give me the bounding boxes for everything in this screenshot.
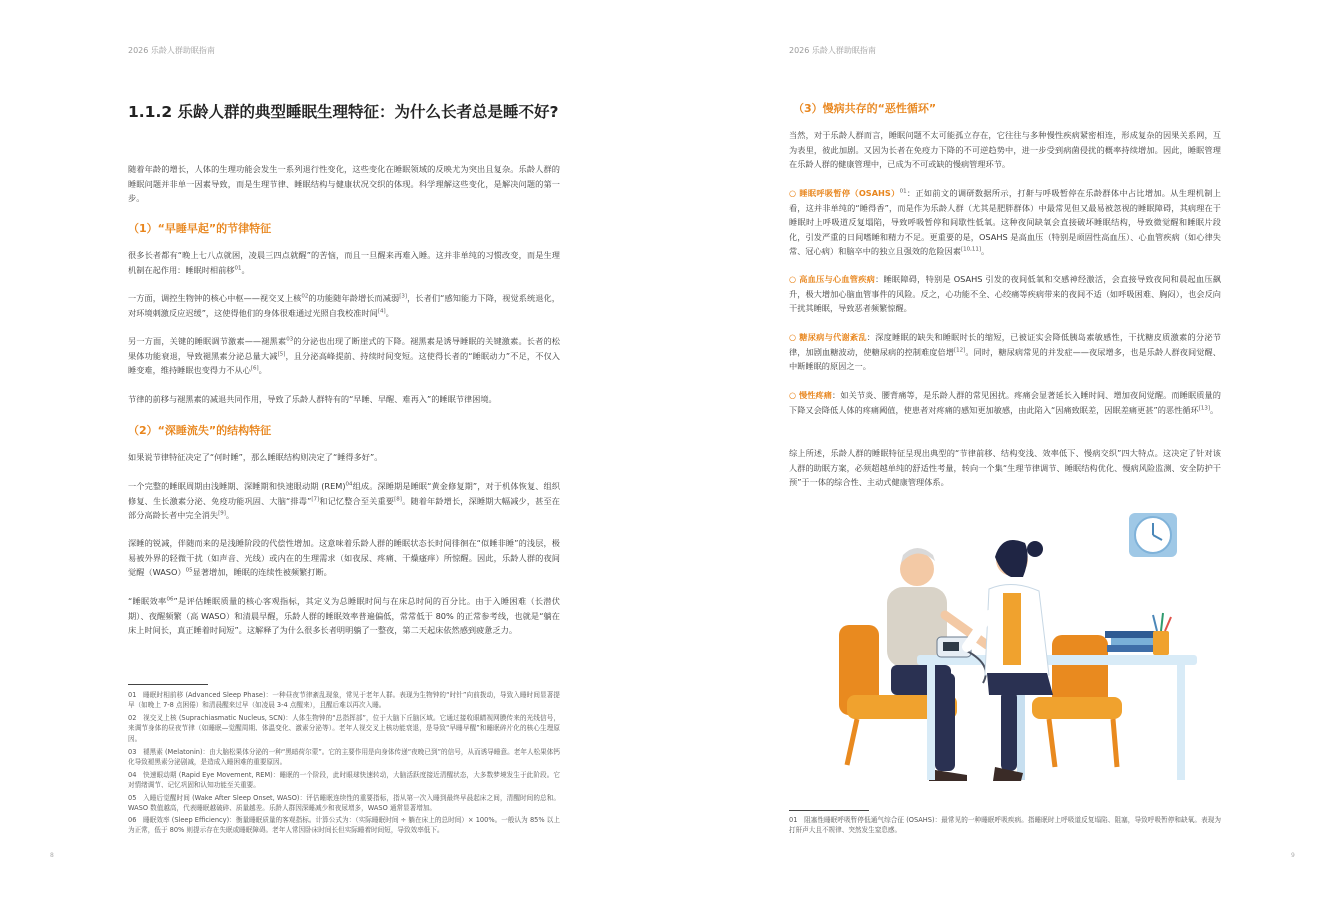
subsection-heading-chronic: （3）慢病共存的“恶性循环” bbox=[793, 102, 937, 115]
citation-ref[interactable]: [5] bbox=[277, 350, 286, 357]
circle-bullet-icon: ○ bbox=[789, 274, 797, 284]
bullet-hypertension: ○ 高血压与心血管疾病：睡眠障碍，特别是 OSAHS 引发的夜间低氧和交感神经激活，会直接导致夜间和晨起血压飙升，极大增加心脑血管事件的风险。反之，心功能不全、心绞痛等疾病带来的夜间不适（如呼吸困难、胸闷），也会反向干扰其睡眠，导致恶者频繁惊醒。 bbox=[789, 274, 1221, 313]
paragraph: 深睡的锐减，伴随而来的是浅睡阶段的代偿性增加。这意味着乐龄人群的睡眠状态长时间徘徊在“似睡非睡”的浅层，极易被外界的轻微干扰（如声音、光线）或内在的生理需求（如夜尿、疼痛、干燥瘙痒）所惊醒。因此，乐龄人群的夜间觉醒（WASO）$^{05}$显著增加，睡眠的连续性被频繁打断。 bbox=[128, 538, 560, 577]
citation-ref[interactable]: [4] bbox=[377, 307, 386, 314]
footnote: 04 快速眼动期 (Rapid Eye Movement, REM)：睡眠的一个阶段，此时眼球快速转动，大脑活跃度接近清醒状态，大多数梦境发生于此阶段。它对情绪调节、记忆巩固和认知功能至关重要。 bbox=[128, 771, 560, 790]
wall-clock-icon bbox=[1129, 513, 1177, 557]
intro-paragraph: 随着年龄的增长，人体的生理功能会发生一系列退行性变化，这些变化在睡眠领域的反映尤为突出且复杂。乐龄人群的睡眠问题并非单一因素导致，而是生理节律、睡眠结构与健康状况交织的体现。科学理解这些变化，是解决问题的第一步。 bbox=[128, 164, 560, 203]
circle-bullet-icon: ○ bbox=[789, 332, 797, 342]
bullet-osahs: ○ 睡眠呼吸暂停（OSAHS）$^{01}$：正如前文的调研数据所示，打鼾与呼吸暂停在乐龄群体中占比增加。从生理机制上看，这并非单纯的“睡得香”，而是作为乐龄人群（尤其是肥胖群体）中最常见但又最易被忽视的睡眠障碍，其病理在于睡眠时上呼吸道反复塌陷，导致呼吸暂停和间歇性低氧。这种夜间缺氧会直接破坏睡眠结构，导致微觉醒和睡眠片段化，引发严重的日间嗜睡和精力不足。更重要的是，OSAHS 是高血压（特别是顽固性高血压）、心血管疾病（如心律失常、冠心病）和脑卒中的独立且强效的危险因素[10,11]。 bbox=[789, 188, 1221, 256]
page-number: 9 bbox=[1291, 852, 1295, 859]
paragraph: 当然，对于乐龄人群而言，睡眠问题不太可能孤立存在，它往往与多种慢性疾病紧密相连，形成复杂的因果关系网，互为表里，彼此加剧。又因为长者在免疫力下降的不可逆趋势中，进一步受到病菌侵扰的概率持续增加。因此，睡眠管理在乐龄人群的健康管理中，已成为不可或缺的慢病管理环节。 bbox=[789, 130, 1221, 169]
footnote: 01 睡眠时相前移 (Advanced Sleep Phase)：一种昼夜节律紊乱现象，常见于老年人群。表现为生物钟的“时针”向前拨动，导致入睡时间显著提早（如晚上 7-8 点困倦）和清晨醒来过早（如凌晨 3-4 点醒来），且醒后难以再次入睡。 bbox=[128, 691, 560, 710]
doctor-consultation-illustration bbox=[817, 505, 1217, 795]
citation-ref[interactable]: [6] bbox=[250, 365, 259, 372]
running-head: 2026 乐龄人群助眠指南 bbox=[789, 46, 876, 55]
footnote-divider bbox=[789, 810, 869, 811]
citation-ref[interactable]: [3] bbox=[399, 293, 408, 300]
pencil-cup-icon bbox=[1153, 613, 1171, 655]
footnote-ref[interactable]: 01 bbox=[234, 264, 242, 271]
footnote: 06 睡眠效率 (Sleep Efficiency)：衡量睡眠质量的客观指标。计算公式为：（实际睡眠时间 ÷ 躺在床上的总时间）× 100%。一般认为 85% 以上为正常，低于 80% 则提示存在失眠或睡眠障碍。老年人常因卧床时间长但实际睡着时间短，导致效率低下。 bbox=[128, 816, 560, 835]
circle-bullet-icon: ○ bbox=[789, 188, 797, 198]
circle-bullet-icon: ○ bbox=[789, 390, 797, 400]
paragraph: 一方面，调控生物钟的核心中枢——视交叉上核$^{02}$的功能随年龄增长而减弱[3]，长者们“感知能力下降，视觉系统退化，对环境刺激反应迟缓”，这使得他们的身体很难通过光照自我校准时间[4]。 bbox=[128, 293, 560, 318]
paragraph: 另一方面，关键的睡眠调节激素——褪黑素$^{03}$的分泌也出现了断崖式的下降。褪黑素是诱导睡眠的关键激素。长者的松果体功能衰退，导致褪黑素分泌总量大减[5]，且分泌高峰提前、持续时间变短。这使得长者的“睡眠动力”不足，不仅入睡变难，维持睡眠也变得力不从心[6]。 bbox=[128, 336, 560, 375]
footnote: 02 视交叉上核 (Suprachiasmatic Nucleus, SCN)：人体生物钟的“总指挥部”，位于大脑下丘脑区域。它通过接收眼睛视网膜传来的光线信号，来调节身体的昼夜节律（如睡眠—觉醒周期、体温变化、激素分泌等）。老年人视交叉上核功能衰退，是导致“早睡早醒”和睡眠碎片化的核心生理原因。 bbox=[128, 714, 560, 743]
footnote-ref[interactable]: 02 bbox=[301, 293, 309, 300]
footnote: 01 阻塞性睡眠呼吸暂停低通气综合征 (OSAHS)：最常见的一种睡眠呼吸疾病。指睡眠时上呼吸道反复塌陷、阻塞，导致呼吸暂停和缺氧。表现为打鼾声大且不规律、突然发生窒息感。 bbox=[789, 816, 1221, 835]
paragraph: “睡眠效率$^{06}$”是评估睡眠质量的核心客观指标，其定义为总睡眠时间与在床总时间的百分比。由于入睡困难（长潜伏期）、夜醒频繁（高 WASO）和清晨早醒，乐龄人群的睡眠效率普遍偏低，常常低于 80% 的正常参考线，也就是“躺在床上时间长，真正睡着时间短”。这解释了为什么很多长者明明躺了一整夜，第二天起床依然感到疲惫乏力。 bbox=[128, 596, 560, 635]
running-head: 2026 乐龄人群助眠指南 bbox=[128, 46, 215, 55]
citation-ref[interactable]: [12] bbox=[954, 346, 966, 353]
section-title: 1.1.2 乐龄人群的典型睡眠生理特征：为什么长者总是睡不好? bbox=[128, 103, 559, 121]
bullet-diabetes: ○ 糖尿病与代谢紊乱：深度睡眠的缺失和睡眠时长的缩短，已被证实会降低胰岛素敏感性，干扰糖皮质激素的分泌节律，加剧血糖波动，使糖尿病的控制难度倍增[12]。同时，糖尿病常见的并发症——夜尿增多，也是乐龄人群夜间觉醒、中断睡眠的原因之一。 bbox=[789, 332, 1221, 371]
citation-ref[interactable]: [7] bbox=[311, 495, 320, 502]
footnote: 05 入睡后觉醒时间 (Wake After Sleep Onset, WASO)：评估睡眠连续性的重要指标，指从第一次入睡到最终早晨起床之间，清醒时间的总和。WASO 数值越高，代表睡眠越破碎、质量越差。乐龄人群因深睡减少和夜尿增多，WASO 通常显著增加。 bbox=[128, 794, 560, 813]
bullet-chronic-pain: ○ 慢性疼痛：如关节炎、腰背痛等，是乐龄人群的常见困扰。疼痛会显著延长入睡时间、增加夜间觉醒。而睡眠质量的下降又会降低人体的疼痛阈值，使患者对疼痛的感知更加敏感，由此陷入“因痛致眠差，因眠差痛更甚”的恶性循环[13]。 bbox=[789, 390, 1221, 415]
citation-ref[interactable]: [9] bbox=[218, 510, 226, 517]
subsection-heading-structure: （2）“深睡流失”的结构特征 bbox=[128, 424, 272, 437]
paragraph: 如果说节律特征决定了“何时睡”，那么睡眠结构则决定了“睡得多好”。 bbox=[128, 452, 383, 462]
paragraph: 节律的前移与褪黑素的减退共同作用，导致了乐龄人群特有的“早睡、早醒、难再入”的睡眠节律困境。 bbox=[128, 394, 497, 404]
footnote-ref[interactable]: 01 bbox=[899, 188, 907, 195]
footnote-divider bbox=[128, 684, 208, 685]
footnote-ref[interactable]: 04 bbox=[345, 481, 353, 488]
footnote-ref[interactable]: 06 bbox=[166, 596, 174, 603]
page-number: 8 bbox=[50, 852, 54, 859]
paragraph: 很多长者都有“晚上七八点就困，凌晨三四点就醒”的苦恼，而且一旦醒来再难入睡。这并非单纯的习惯改变，而是生理机制在起作用：睡眠时相前移$^{01}$。 bbox=[128, 250, 560, 275]
subsection-heading-rhythm: （1）“早睡早起”的节律特征 bbox=[128, 222, 272, 235]
citation-ref[interactable]: [10,11] bbox=[960, 246, 981, 253]
citation-ref[interactable]: [8] bbox=[394, 495, 402, 502]
paragraph: 一个完整的睡眠周期由浅睡期、深睡期和快速眼动期 (REM)$^{04}$组成。深睡期是睡眠“黄金修复期”，对于机体恢复、组织修复、生长激素分泌、免疫功能巩固、大脑“排毒”[7]和记忆整合至关重要[8]。随着年龄增长，深睡期大幅减少，甚至在部分高龄长者中完全消失[9]。 bbox=[128, 481, 561, 520]
footnote-ref[interactable]: 05 bbox=[185, 567, 193, 574]
footnote-ref[interactable]: 03 bbox=[286, 336, 294, 343]
citation-ref[interactable]: [13] bbox=[1198, 404, 1210, 411]
summary-paragraph: 综上所述，乐龄人群的睡眠特征呈现出典型的“节律前移、结构变浅、效率低下、慢病交织”四大特点。这决定了针对该人群的助眠方案，必须超越单纯的舒适性考量，转向一个集“生理节律调节、睡眠结构优化、慢病风险监测、安全防护干预”于一体的综合性、主动式健康管理体系。 bbox=[789, 448, 1221, 487]
footnote: 03 褪黑素 (Melatonin)：由大脑松果体分泌的一种“黑暗荷尔蒙”。它的主要作用是向身体传递“夜晚已到”的信号，从而诱导睡意。老年人松果体钙化导致褪黑素分泌剧减，是造成入睡困难的重要原因。 bbox=[128, 748, 560, 767]
